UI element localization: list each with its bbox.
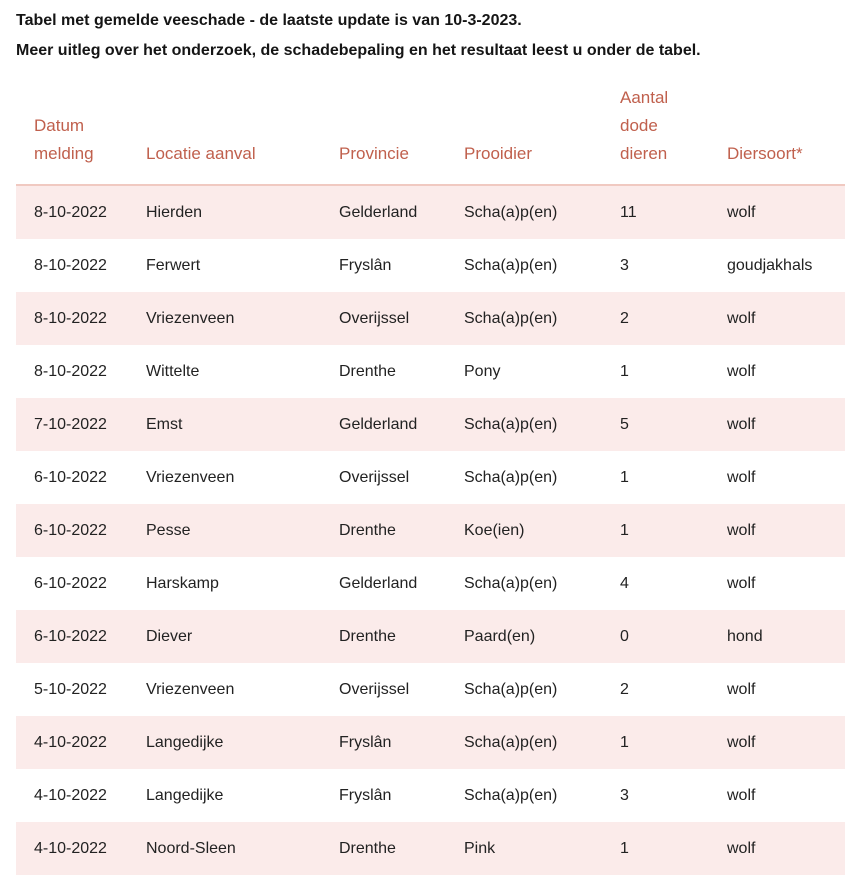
cell-province: Overijssel	[339, 468, 410, 486]
cell-province: Drenthe	[321, 610, 446, 663]
intro-text	[0, 0, 845, 66]
cell-species: wolf	[727, 574, 756, 592]
cell-province: Fryslân	[321, 716, 446, 769]
cell-prey: Scha(a)p(en)	[464, 256, 558, 274]
cell-province: Drenthe	[321, 504, 446, 557]
table-row	[16, 345, 845, 398]
cell-prey: Paard(en)	[446, 610, 602, 663]
cell-prey: Scha(a)p(en)	[464, 786, 558, 804]
cell-dead-count: 4	[620, 574, 629, 592]
cell-date: 8-10-2022	[16, 292, 128, 345]
cell-species: wolf	[727, 786, 756, 804]
cell-province: Fryslân	[339, 786, 392, 804]
cell-location: Langedijke	[146, 786, 224, 804]
table-row	[16, 239, 845, 292]
cell-species: wolf	[709, 716, 845, 769]
cell-province: Drenthe	[321, 822, 446, 875]
column-header-date[interactable]: Datum melding	[16, 70, 128, 185]
cell-date: 8-10-2022	[16, 185, 128, 239]
cell-location: Vriezenveen	[128, 292, 321, 345]
cell-location: Hierden	[128, 185, 321, 239]
cell-province: Overijssel	[321, 292, 446, 345]
table-row	[16, 451, 845, 504]
column-header-dead-count[interactable]: Aantal dode dieren	[602, 70, 709, 185]
cell-prey: Pony	[464, 362, 501, 380]
table-row	[16, 610, 845, 663]
column-header-species[interactable]: Diersoort*	[709, 70, 845, 185]
update-notice: Tabel met gemelde veeschade - de laatste update is van 10-3-2023.	[16, 12, 522, 29]
cell-location: Wittelte	[146, 362, 200, 380]
header-row	[16, 70, 845, 185]
cell-species: wolf	[709, 504, 845, 557]
cell-prey: Scha(a)p(en)	[464, 680, 558, 698]
explanation-note: Meer uitleg over het onderzoek, de schadebepaling en het resultaat leest u onder de tabel.	[16, 42, 701, 59]
cell-prey: Koe(ien)	[446, 504, 602, 557]
table-row	[16, 504, 845, 557]
cell-location: Ferwert	[146, 256, 201, 274]
table-row	[16, 769, 845, 822]
cell-dead-count: 1	[620, 362, 629, 380]
cell-species: wolf	[727, 468, 756, 486]
table-body	[16, 185, 845, 875]
cell-date: 8-10-2022	[34, 256, 107, 274]
column-header-province[interactable]: Provincie	[321, 70, 446, 185]
cell-prey: Scha(a)p(en)	[446, 398, 602, 451]
cell-dead-count: 1	[602, 504, 709, 557]
cell-species: wolf	[709, 822, 845, 875]
cell-species: wolf	[709, 185, 845, 239]
cell-date: 4-10-2022	[16, 716, 128, 769]
cell-date: 6-10-2022	[16, 504, 128, 557]
cell-date: 8-10-2022	[34, 362, 107, 380]
cell-species: wolf	[709, 398, 845, 451]
livestock-damage-table	[16, 70, 845, 875]
cell-dead-count: 2	[620, 680, 629, 698]
cell-location: Vriezenveen	[146, 468, 235, 486]
cell-prey: Scha(a)p(en)	[446, 716, 602, 769]
cell-date: 6-10-2022	[16, 610, 128, 663]
cell-location: Vriezenveen	[146, 680, 235, 698]
cell-province: Gelderland	[321, 185, 446, 239]
cell-dead-count: 11	[602, 185, 709, 239]
cell-location: Harskamp	[146, 574, 219, 592]
cell-dead-count: 3	[620, 256, 629, 274]
cell-prey: Scha(a)p(en)	[446, 185, 602, 239]
cell-species: wolf	[709, 292, 845, 345]
table-row	[16, 398, 845, 451]
cell-species: goudjakhals	[727, 256, 813, 274]
cell-date: 7-10-2022	[16, 398, 128, 451]
cell-dead-count: 0	[602, 610, 709, 663]
cell-location: Pesse	[128, 504, 321, 557]
cell-dead-count: 1	[602, 716, 709, 769]
cell-dead-count: 1	[620, 468, 629, 486]
cell-prey: Scha(a)p(en)	[464, 468, 558, 486]
table-row	[16, 663, 845, 716]
table-row	[16, 185, 845, 239]
cell-province: Gelderland	[339, 574, 418, 592]
cell-species: wolf	[727, 680, 756, 698]
cell-dead-count: 3	[620, 786, 629, 804]
cell-location: Langedijke	[128, 716, 321, 769]
cell-province: Gelderland	[321, 398, 446, 451]
cell-province: Drenthe	[339, 362, 396, 380]
cell-date: 4-10-2022	[34, 786, 107, 804]
cell-prey: Scha(a)p(en)	[446, 292, 602, 345]
column-header-prey[interactable]: Prooidier	[446, 70, 602, 185]
table-row	[16, 716, 845, 769]
column-header-location[interactable]: Locatie aanval	[128, 70, 321, 185]
table-header	[16, 70, 845, 185]
cell-location: Noord-Sleen	[128, 822, 321, 875]
cell-date: 5-10-2022	[34, 680, 107, 698]
cell-dead-count: 1	[602, 822, 709, 875]
cell-date: 6-10-2022	[34, 468, 107, 486]
cell-date: 6-10-2022	[34, 574, 107, 592]
cell-species: hond	[709, 610, 845, 663]
cell-location: Emst	[128, 398, 321, 451]
cell-species: wolf	[727, 362, 756, 380]
table-row	[16, 292, 845, 345]
cell-date: 4-10-2022	[16, 822, 128, 875]
cell-province: Overijssel	[339, 680, 410, 698]
cell-location: Diever	[128, 610, 321, 663]
cell-dead-count: 2	[602, 292, 709, 345]
cell-dead-count: 5	[602, 398, 709, 451]
cell-province: Fryslân	[339, 256, 392, 274]
cell-prey: Scha(a)p(en)	[464, 574, 558, 592]
cell-prey: Pink	[446, 822, 602, 875]
table-row	[16, 822, 845, 875]
table-row	[16, 557, 845, 610]
